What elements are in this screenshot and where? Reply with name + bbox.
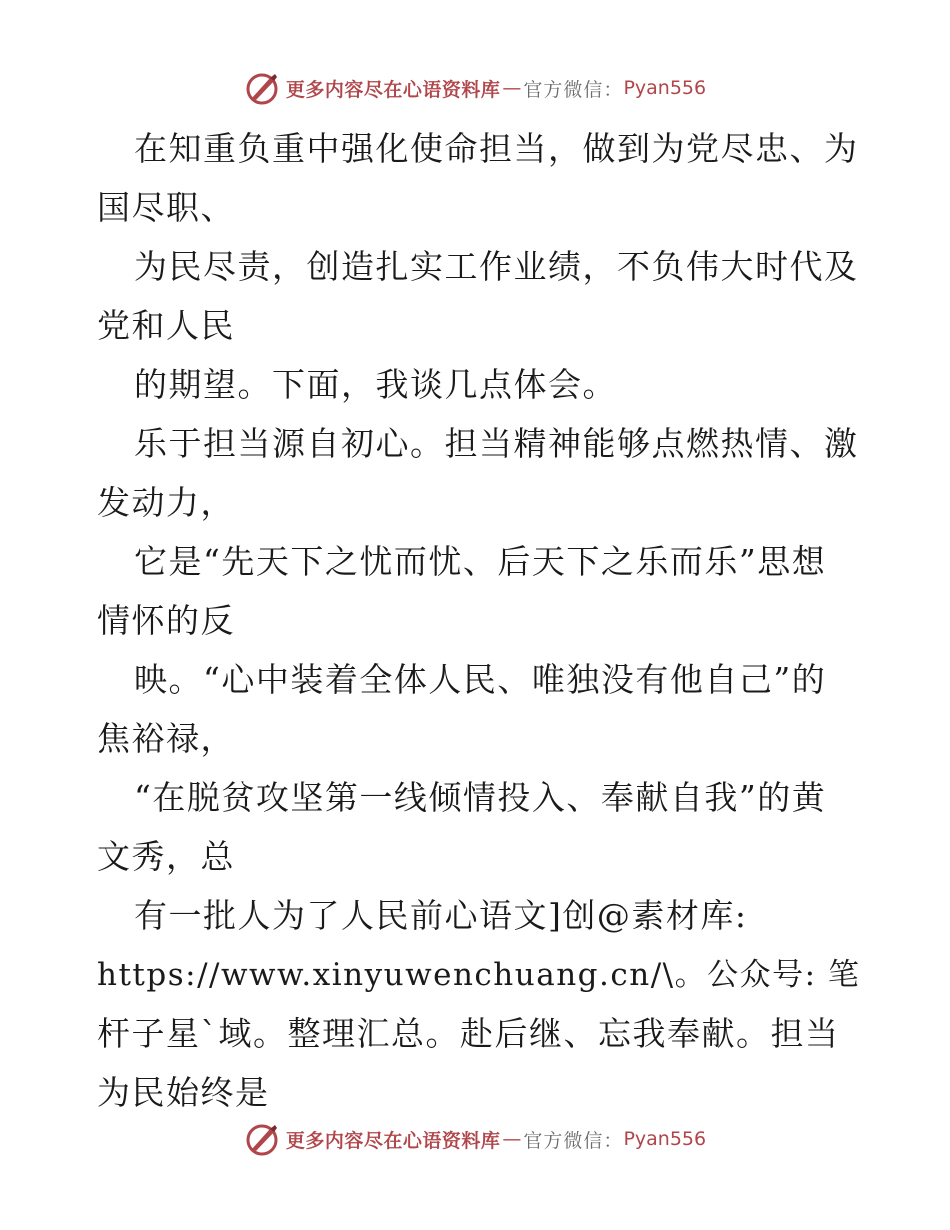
body-line: 的期望。下面，我谈几点体会。: [134, 365, 617, 404]
pen-logo-icon: [244, 1121, 280, 1157]
body-line: 为民尽责，创造扎实工作业绩，不负伟大时代及: [134, 247, 859, 286]
footer-wechat-id: Pyan556: [623, 1128, 707, 1150]
header-banner: [0, 68, 950, 108]
body-line: 映。“心中装着全体人民、唯独没有他自己”的: [134, 660, 827, 699]
body-line: 情怀的反: [97, 601, 235, 640]
header-brand-text: 更多内容尽在心语资料库: [285, 78, 501, 101]
pen-logo-icon: [244, 70, 280, 106]
body-line: 在知重负重中强化使命担当，做到为党尽忠、为: [134, 129, 859, 168]
body-line: “在脱贫攻坚第一线倾情投入、奉献自我”的黄: [134, 778, 827, 817]
body-line: 国尽职、: [97, 188, 235, 227]
body-line: https://www.xinyuwenchuang.cn/\。公众号: 笔: [97, 957, 861, 993]
header-wechat-id: Pyan556: [623, 77, 707, 99]
body-line: 党和人民: [97, 306, 235, 345]
body-line: 它是“先天下之忧而忧、后天下之乐而乐”思想: [134, 542, 827, 581]
body-line: 发动力，: [97, 483, 235, 522]
body-line: 乐于担当源自初心。担当精神能够点燃热情、激: [134, 424, 859, 463]
footer-banner: [0, 1119, 950, 1159]
body-line: 为民始终是: [97, 1073, 270, 1112]
footer-brand-text: 更多内容尽在心语资料库: [285, 1129, 501, 1152]
body-line: 有一批人为了人民前心语文]创@素材库:: [134, 896, 748, 935]
header-official-label: 官方微信：: [523, 78, 624, 101]
body-line: 杆子星`域。整理汇总。赴后继、忘我奉献。担当: [97, 1014, 840, 1053]
body-line: 焦裕禄，: [97, 719, 235, 758]
footer-separator: —: [502, 1128, 522, 1150]
header-separator: —: [502, 77, 522, 99]
body-line: 文秀，总: [97, 837, 235, 876]
footer-official-label: 官方微信：: [523, 1129, 624, 1152]
